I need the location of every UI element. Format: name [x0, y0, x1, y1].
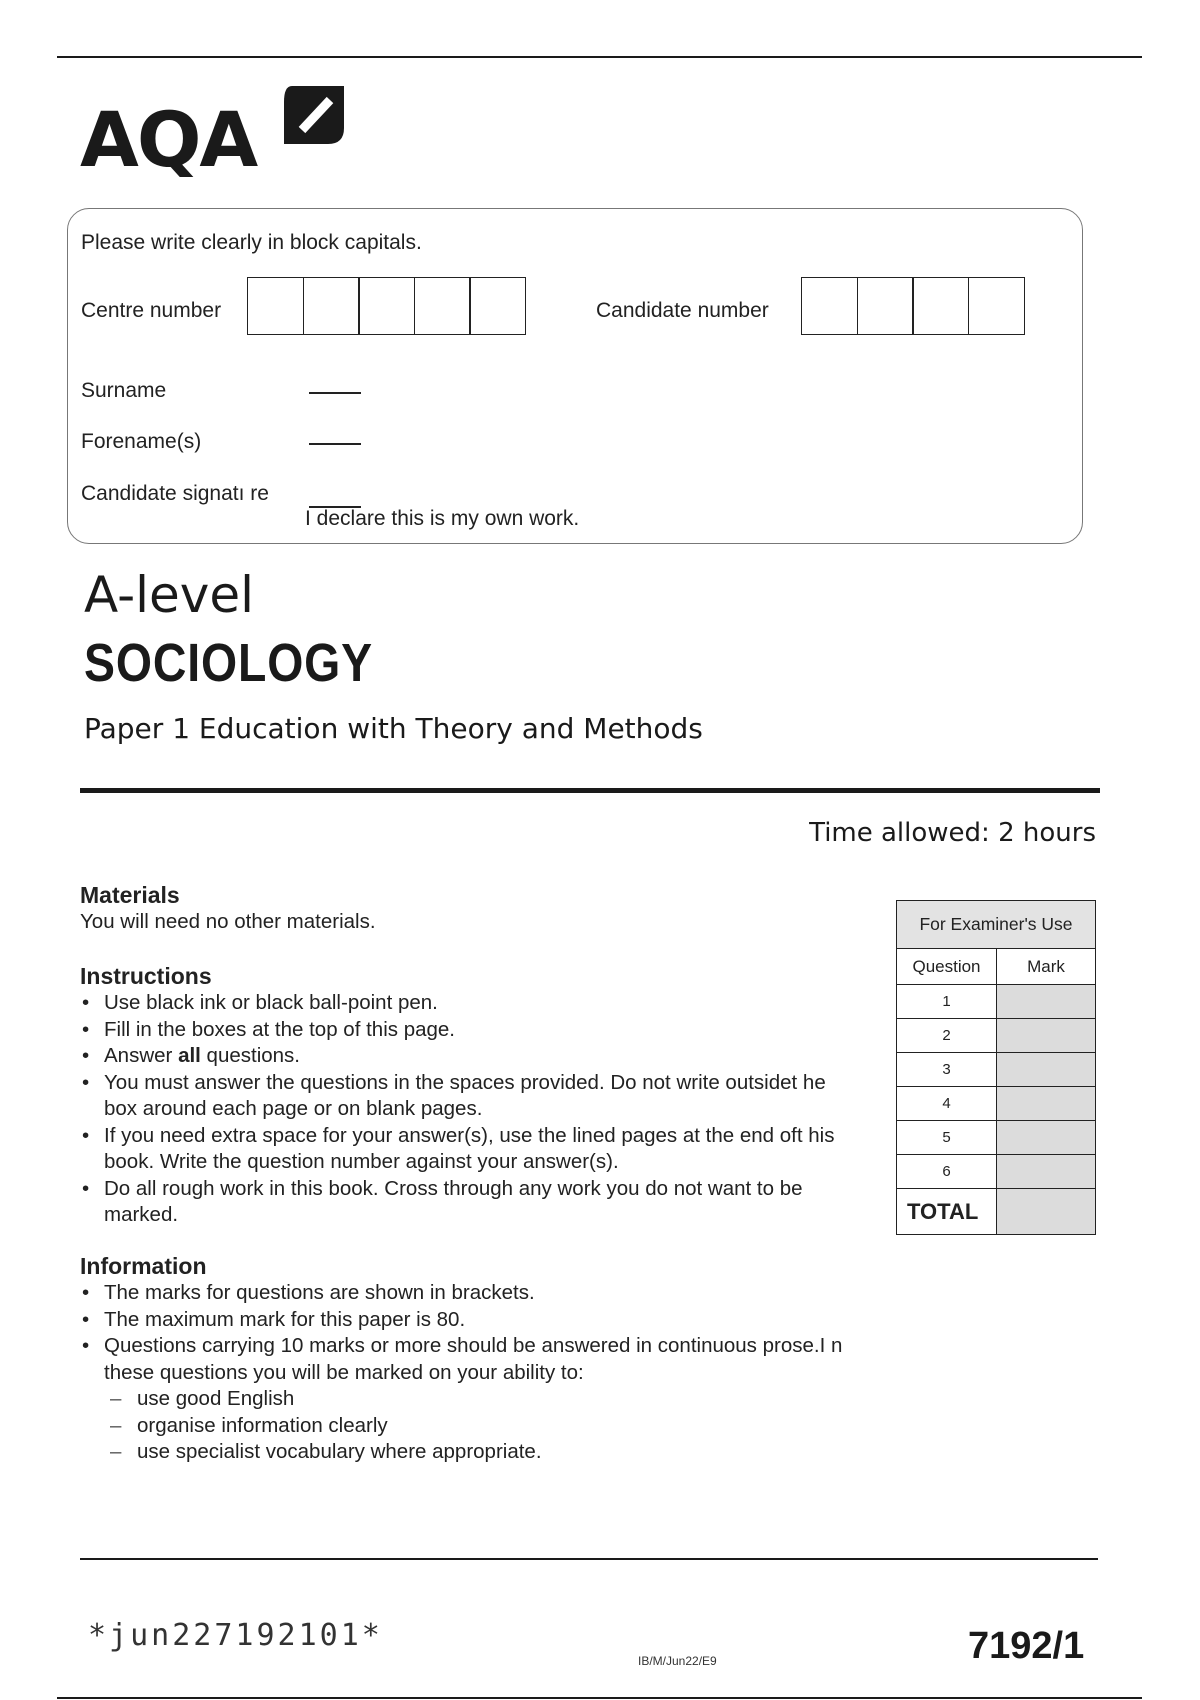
aqa-logo [80, 86, 350, 186]
time-allowed: Time allowed: 2 hours [809, 818, 1096, 848]
instructions-heading: Instructions [80, 963, 212, 989]
list-item: • If you need extra space for your answer(s), use the lined pages at the end oft his book. Write the question number against your answer(s). [80, 1123, 860, 1176]
table-row [897, 1019, 1096, 1053]
candidate-details-box [67, 208, 1083, 544]
information-list [80, 1280, 880, 1466]
forenames-field[interactable] [309, 443, 361, 445]
candidate-number-label: Candidate number [596, 299, 769, 322]
list-subitem: – use specialist vocabulary where appropriate. [80, 1439, 880, 1466]
materials-heading: Materials [80, 882, 180, 908]
list-item: • Questions carrying 10 marks or more should be answered in continuous prose.I n these questions you will be marked on your ability to: [80, 1333, 880, 1386]
signature-label: Candidate signatı re [81, 482, 269, 505]
question-column-header: Question [897, 949, 997, 985]
total-label: TOTAL [897, 1189, 997, 1235]
centre-number-digit-box[interactable] [303, 277, 360, 335]
list-item: • Do all rough work in this book. Cross through any work you do not want to be marked. [80, 1176, 860, 1229]
materials-text: You will need no other materials. [80, 910, 376, 933]
table-row [897, 1189, 1096, 1235]
list-item: • The marks for questions are shown in brackets. [80, 1280, 880, 1307]
mark-cell[interactable] [997, 1053, 1096, 1087]
surname-field[interactable] [309, 392, 361, 394]
total-mark-cell[interactable] [997, 1189, 1096, 1235]
instructions-list [80, 990, 860, 1229]
centre-number-digit-box[interactable] [247, 277, 304, 335]
mark-cell[interactable] [997, 1087, 1096, 1121]
question-number: 1 [897, 985, 997, 1019]
paper-reference: IB/M/Jun22/E9 [638, 1654, 717, 1668]
subject-title: SOCIOLOGY [84, 633, 374, 693]
footer-rule [80, 1558, 1098, 1560]
centre-number-digit-box[interactable] [358, 277, 415, 335]
table-row [897, 985, 1096, 1019]
centre-number-digit-box[interactable] [414, 277, 471, 335]
table-row [897, 1087, 1096, 1121]
information-heading: Information [80, 1253, 207, 1279]
list-item: • The maximum mark for this paper is 80. [80, 1307, 880, 1334]
top-rule [57, 56, 1142, 58]
barcode-text: *jun227192101* [88, 1618, 383, 1653]
title-rule [80, 788, 1100, 793]
mark-cell[interactable] [997, 1019, 1096, 1053]
information-section [80, 1252, 880, 1466]
table-row [897, 1121, 1096, 1155]
table-row [897, 1053, 1096, 1087]
candidate-number-digit-box[interactable] [801, 277, 858, 335]
mark-column-header: Mark [997, 949, 1096, 985]
centre-number-digit-box[interactable] [469, 277, 526, 335]
candidate-number-digit-box[interactable] [857, 277, 914, 335]
centre-number-boxes [247, 277, 526, 335]
materials-section [80, 881, 880, 936]
examiner-table-title: For Examiner's Use [897, 901, 1096, 949]
question-number: 3 [897, 1053, 997, 1087]
list-item: • Use black ink or black ball-point pen. [80, 990, 860, 1017]
declaration-text: I declare this is my own work. [305, 507, 580, 530]
paper-title: Paper 1 Education with Theory and Methods [84, 712, 703, 745]
answer-suffix: questions. [200, 1044, 301, 1067]
question-number: 5 [897, 1121, 997, 1155]
aqa-logo-text: AQA [80, 95, 257, 184]
block-capitals-instruction: Please write clearly in block capitals. [81, 231, 422, 254]
paper-code: 7192/1 [968, 1625, 1085, 1667]
answer-prefix: Answer [104, 1044, 179, 1067]
question-number: 4 [897, 1087, 997, 1121]
list-subitem: – use good English [80, 1386, 880, 1413]
forenames-label: Forename(s) [81, 430, 202, 453]
mark-cell[interactable] [997, 1121, 1096, 1155]
surname-label: Surname [81, 379, 167, 402]
table-row [897, 1155, 1096, 1189]
list-subitem: – organise information clearly [80, 1413, 880, 1440]
list-item: • Fill in the boxes at the top of this page. [80, 1017, 860, 1044]
mark-cell[interactable] [997, 985, 1096, 1019]
centre-number-label: Centre number [81, 299, 222, 322]
list-item [80, 1043, 860, 1070]
question-number: 2 [897, 1019, 997, 1053]
qualification-level: A-level [84, 566, 255, 624]
bottom-rule [57, 1697, 1142, 1699]
mark-cell[interactable] [997, 1155, 1096, 1189]
candidate-number-boxes [801, 277, 1025, 335]
question-number: 6 [897, 1155, 997, 1189]
examiner-use-table [896, 900, 1096, 1235]
candidate-number-digit-box[interactable] [968, 277, 1025, 335]
aqa-logo-mark-icon [284, 86, 344, 144]
list-item: • You must answer the questions in the spaces provided. Do not write outsidet he box around each page or on blank pages. [80, 1070, 860, 1123]
candidate-number-digit-box[interactable] [912, 277, 969, 335]
answer-emphasis: all [178, 1044, 201, 1067]
instructions-section [80, 962, 860, 1229]
